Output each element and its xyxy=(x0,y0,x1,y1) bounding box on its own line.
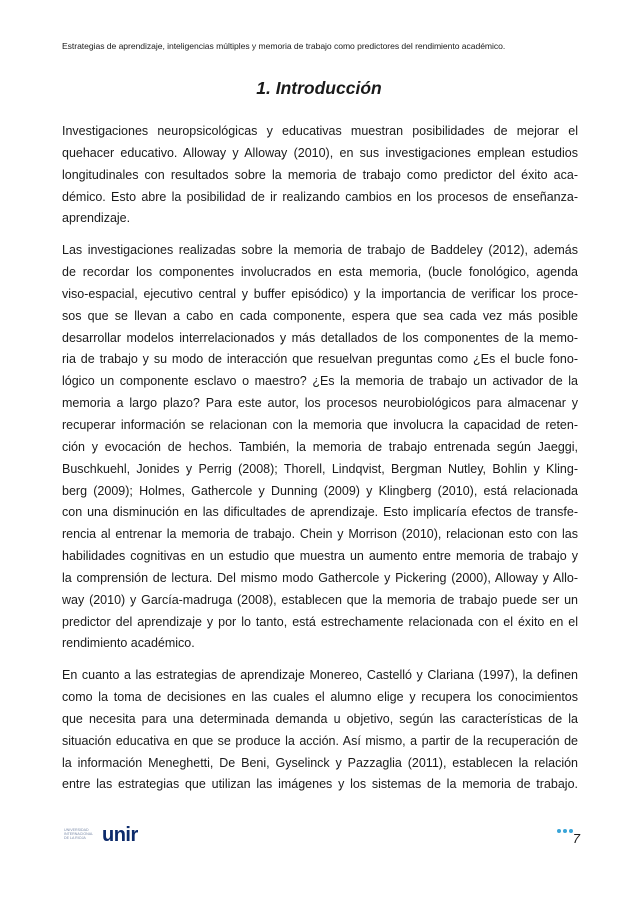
text-line: Investigaciones neuropsicológicas y educativas muestran posibilidades de mejorar el xyxy=(62,124,578,138)
text-line: En cuanto a las estrategias de aprendizaje Monereo, Castelló y Clariana (1997), la definen xyxy=(62,668,578,683)
text-line: desarrollar modelos interrelacionados y más detallados de los componentes de la memo- xyxy=(62,330,578,345)
text-line: que necesita para una determinada demanda u objetivo, según las características de la xyxy=(62,711,578,726)
text-line: entre las estrategias que utilizan las imágenes y los sistemas de la memoria de trabajo. xyxy=(62,777,578,792)
running-header: Estrategias de aprendizaje, inteligencias múltiples y memoria de trabajo como predictores del rendimiento académico. xyxy=(62,41,506,51)
paragraph-1 xyxy=(62,121,578,230)
section-title: 1. Introducción xyxy=(256,78,382,98)
text-line: rendimiento académico. xyxy=(62,636,195,651)
text-line: lógico un componente esclavo o maestro? ¿Es la memoria de trabajo un activador de la xyxy=(62,374,578,389)
text-line: la información Meneghetti, De Beni, Gyselinck y Pazzaglia (2011), establecen la relación xyxy=(62,755,578,770)
text-line: démico. Esto abre la posibilidad de ir realizando cambios en los procesos de enseñanza- xyxy=(62,189,578,204)
text-line: longitudinales con resultados sobre la memoria de trabajo como predictor del éxito aca- xyxy=(62,167,578,182)
text-line: viso-espacial, ejecutivo central y buffer episódico) y la importancia de verificar los proce- xyxy=(62,286,578,301)
text-line: la comprensión de lectura. Del mismo modo Gathercole y Pickering (2000), Alloway y Allo- xyxy=(62,570,578,585)
text-line: como la toma de decisiones en las cuales el alumno elige y recupera los conocimientos xyxy=(62,690,578,705)
text-line: quehacer educativo. Alloway y Alloway (2010), en sus investigaciones emplean estudios xyxy=(62,145,578,160)
text-line: de recordar los componentes involucrados en esta memoria, (bucle fonológico, agenda xyxy=(62,265,578,280)
text-line: aprendizaje. xyxy=(62,211,131,226)
text-line: Las investigaciones realizadas sobre la memoria de trabajo de Baddeley (2012), además xyxy=(62,243,578,258)
text-line: rencia al entrenar la memoria de trabajo. Chein y Morrison (2010), relacionan esto con las xyxy=(62,527,578,542)
logo-university-text: UNIVERSIDAD INTERNACIONAL DE LA RIOJA xyxy=(64,828,94,841)
body-text xyxy=(62,121,578,806)
text-line: memoria a largo plazo? Para este autor, los procesos neurobiológicos para almacenar y xyxy=(62,396,578,411)
decorative-dots-icon xyxy=(557,820,581,827)
text-line: berg (2009); Holmes, Gathercole y Dunning (2009) y Klingberg (2010), está relacionada xyxy=(62,483,578,498)
text-line: ria de trabajo y su modo de interacción que resuelvan preguntas como ¿Es el bucle fono- xyxy=(62,352,578,367)
text-line: predictor del aprendizaje y por lo tanto, está estrechamente relacionada con el éxito en el xyxy=(62,614,578,629)
text-line: recuperar información se relacionan con la memoria que involucra la capacidad de reten- xyxy=(62,417,578,432)
logo-wordmark: unir xyxy=(102,824,138,846)
text-line: con una disminución en las dificultades de aprendizaje. Esto implicaría efectos de transfe- xyxy=(62,505,578,520)
text-line: Buschkuehl, Jonides y Perrig (2008); Thorell, Lindqvist, Bergman Nutley, Bohlin y Kling- xyxy=(62,461,578,476)
text-line: way (2010) y García-madruga (2008), establecen que la memoria de trabajo puede ser un xyxy=(62,592,578,607)
paragraph-3 xyxy=(62,665,578,796)
text-line: ción y evocación de hechos. También, la memoria de trabajo entrenada según Jaeggi, xyxy=(62,439,578,454)
paragraph-2 xyxy=(62,240,578,655)
text-line: situación educativa en que se produce la acción. Así mismo, a partir de la recuperación de xyxy=(62,733,578,748)
page-number: 7 xyxy=(572,831,580,846)
text-line: habilidades cognitivas en un estudio que muestra un aumento entre memoria de trabajo y xyxy=(62,549,578,564)
text-line: sos que se llevan a cabo en cada componente, espera que sea cada vez más posible xyxy=(62,308,578,323)
unir-logo xyxy=(64,826,164,848)
